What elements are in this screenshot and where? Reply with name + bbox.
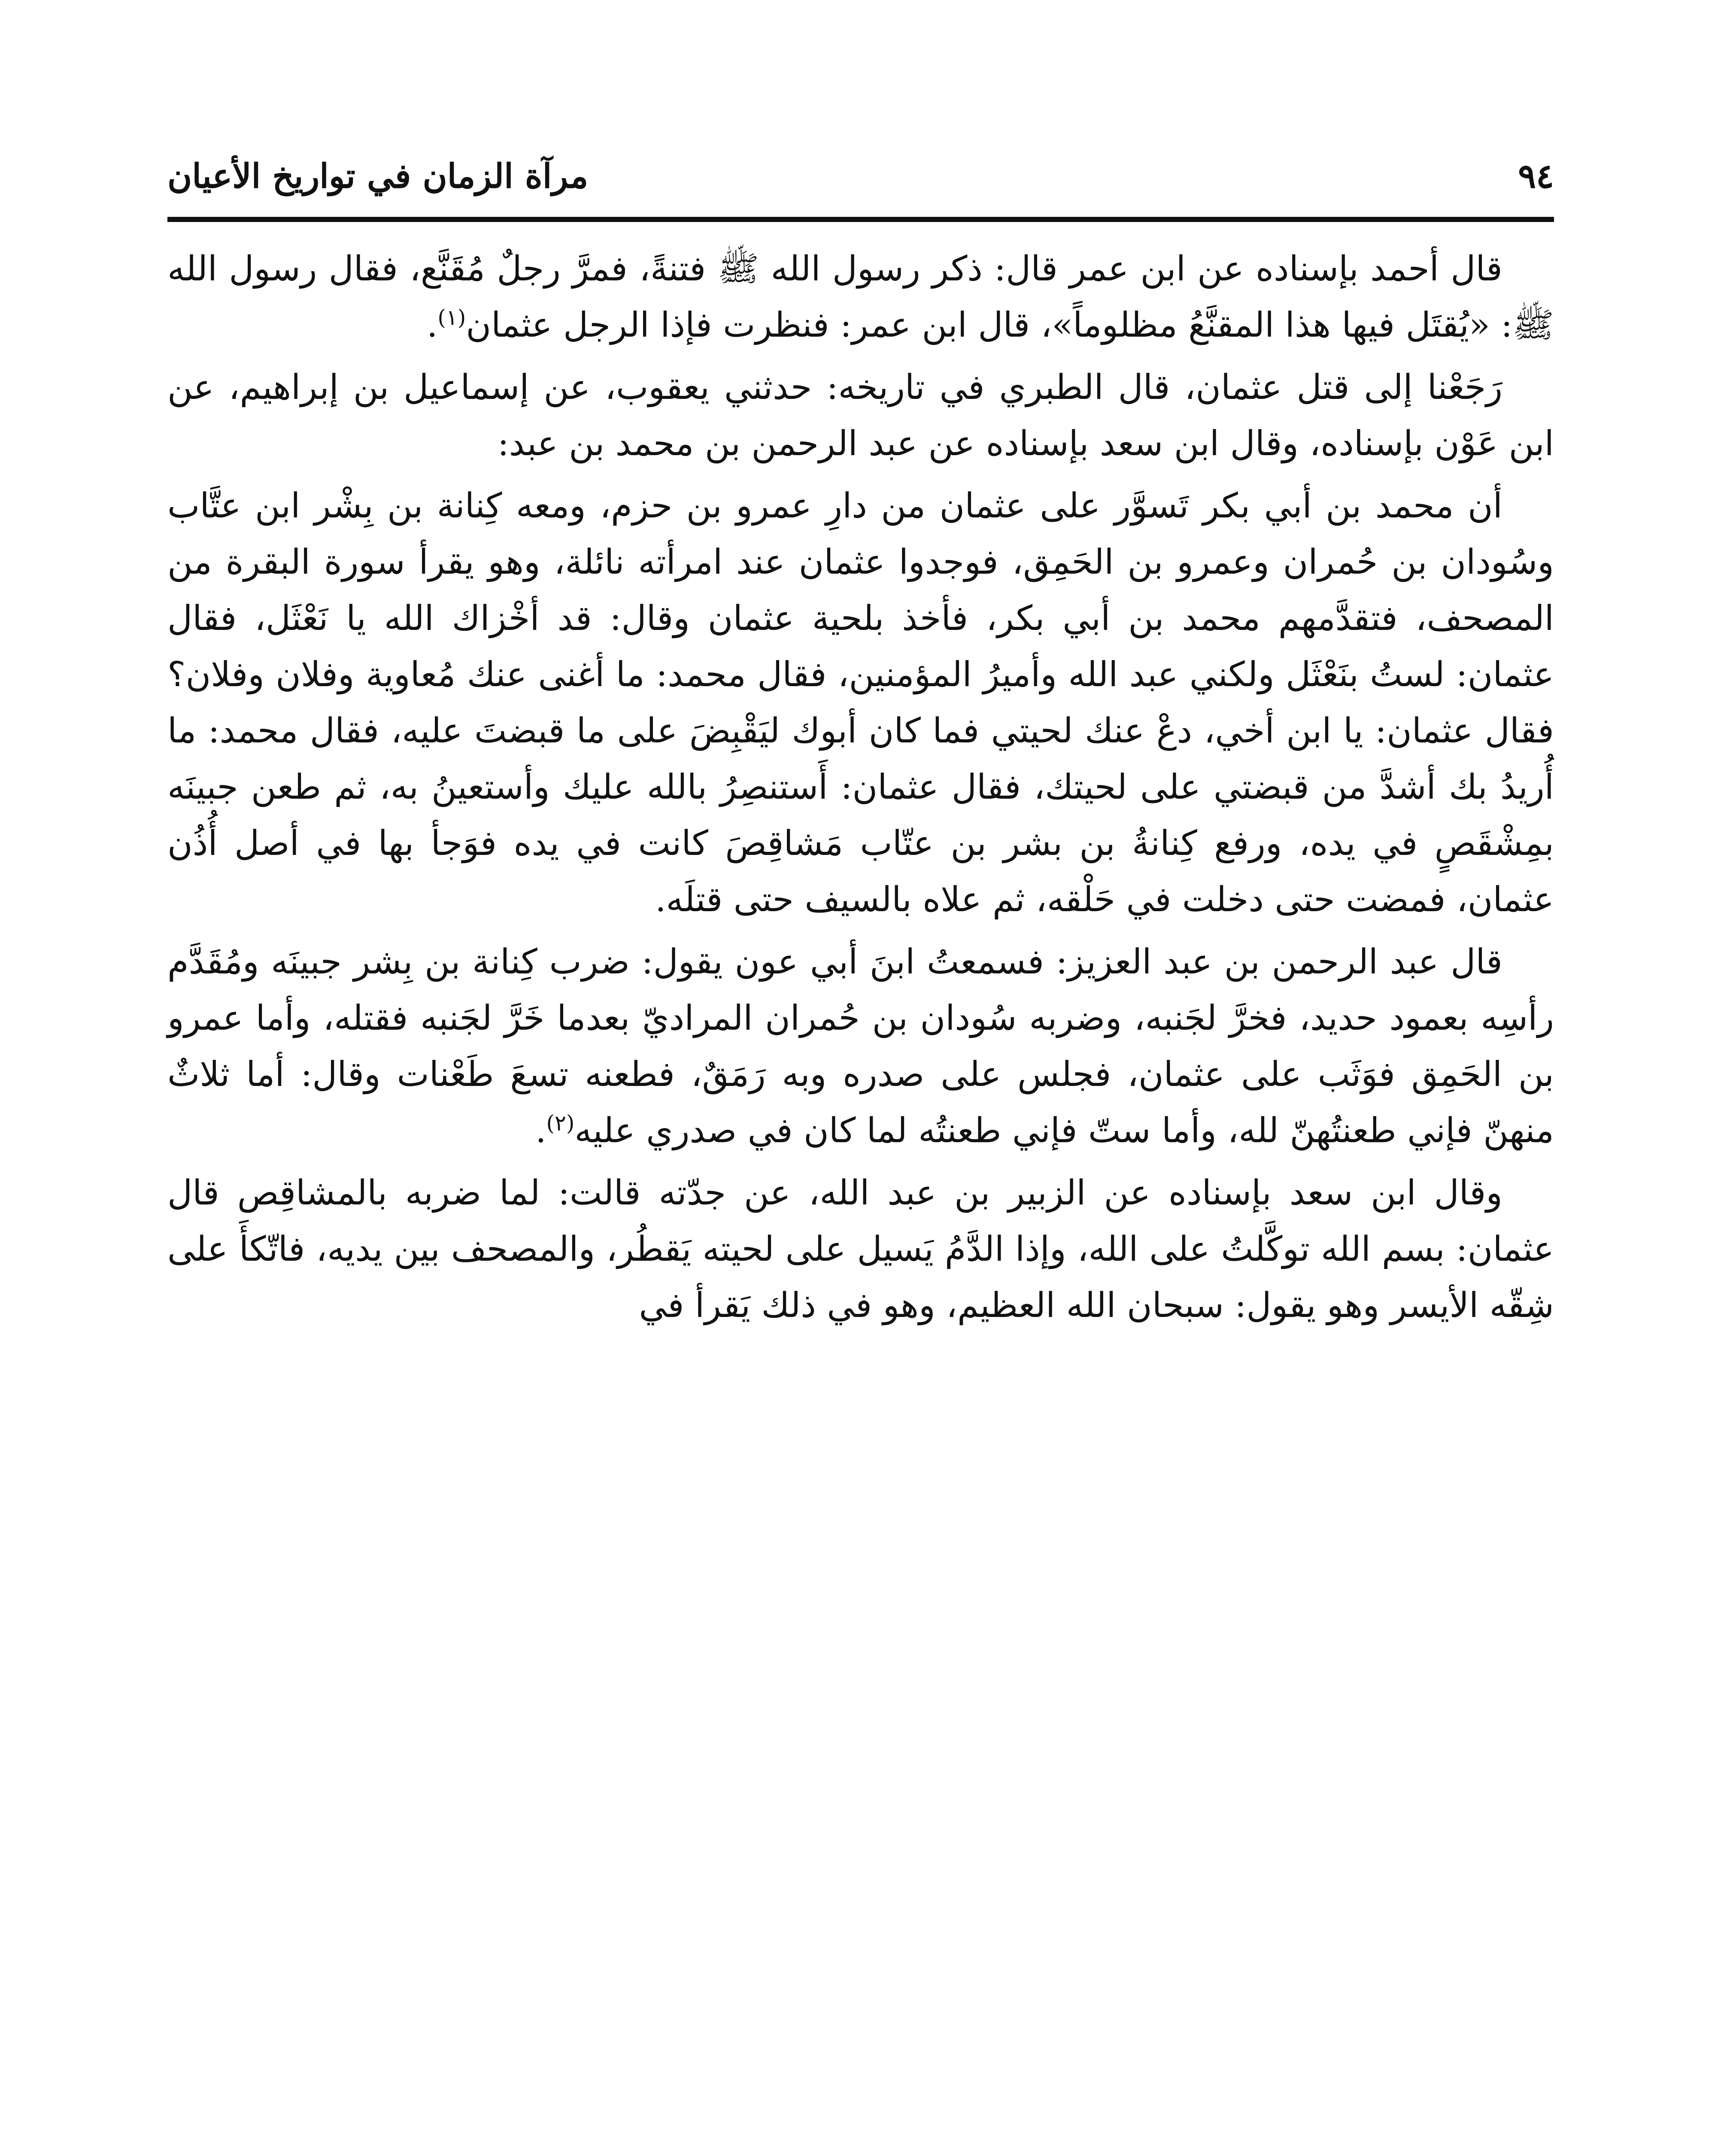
paragraph-text: رَجَعْنا إلى قتل عثمان، قال الطبري في تاريخه: حدثني يعقوب، عن إسماعيل بن إبراهيم، عن ابن عَوْن بإسناده، وقال ابن سعد بإسناده عن عبد الرحمن بن محمد بن عبد: — [167, 367, 1554, 463]
main-text — [167, 240, 1554, 1339]
paragraph-text: وقال ابن سعد بإسناده عن الزبير بن عبد الله، عن جدّته قالت: لما ضربه بالمشاقِص قال عثمان: بسم الله توكَّلتُ على الله، وإذا الدَّمُ يَسيل على لحيته يَقطُر، والمصحف بين يديه، فاتّكأَ على شِقّه الأيسر وهو يقول: سبحان الله العظيم، وهو في ذلك يَقرأ في — [167, 1173, 1554, 1325]
paragraph — [167, 240, 1554, 353]
footnote-ref: (٢) — [546, 1110, 575, 1136]
book-title: مرآة الزمان في تواريخ الأعيان — [167, 156, 589, 196]
paragraph — [167, 1165, 1554, 1333]
running-header — [167, 142, 1554, 210]
paragraph-text: قال عبد الرحمن بن عبد العزيز: فسمعتُ ابنَ أبي عون يقول: ضرب كِنانة بن بِشر جبينَه ومُقَدَّم رأسِه بعمود حديد، فخرَّ لجَنبه، وضربه سُودان بن حُمران المراديّ بعدما خَرَّ لجَنبه فقتله، وأما عمرو بن الحَمِق فوَثَب على عثمان، فجلس على صدره وبه رَمَقٌ، فطعنه تسعَ طَعْنات وقال: أما ثلاثٌ منهنّ فإني طعنتُهنّ لله، وأما ستّ فإني طعنتُه لما كان في صدري عليه — [167, 942, 1554, 1150]
page-number: ٩٤ — [1518, 156, 1554, 196]
paragraph — [167, 359, 1554, 471]
paragraph-end: . — [426, 305, 438, 345]
paragraph-text: قال أحمد بإسناده عن ابن عمر قال: ذكر رسول الله ﷺ فتنةً، فمرَّ رجلٌ مُقَنَّع، فقال رسول الله ﷺ: «يُقتَل فيها هذا المقنَّعُ مظلوماً»، قال ابن عمر: فنظرت فإذا الرجل عثمان — [167, 249, 1554, 345]
paragraph — [167, 477, 1554, 928]
footnote-ref: (١) — [437, 305, 466, 330]
header-rule — [167, 217, 1554, 222]
paragraph — [167, 934, 1554, 1159]
paragraph-text: أن محمد بن أبي بكر تَسوَّر على عثمان من دارِ عمرو بن حزم، ومعه كِنانة بن بِشْر ابن عتَّاب وسُودان بن حُمران وعمرو بن الحَمِق، فوجدوا عثمان عند امرأته نائلة، وهو يقرأ سورة البقرة من المصحف، فتقدَّمهم محمد بن أبي بكر، فأخذ بلحية عثمان وقال: قد أخْزاك الله يا نَعْثَل، فقال عثمان: لستُ بنَعْثَل ولكني عبد الله وأميرُ المؤمنين، فقال محمد: ما أغنى عنك مُعاوية وفلان وفلان؟ فقال عثمان: يا ابن أخي، دعْ عنك لحيتي فما كان أبوك ليَقْبِضَ على ما قبضتَ عليه، فقال محمد: ما أُريدُ بك أشدَّ من قبضتي على لحيتك، فقال عثمان: أَستنصِرُ بالله عليك وأستعينُ به، ثم طعن جبينَه بمِشْقَصٍ في يده، ورفع كِنانةُ بن بشر بن عتّاب مَشاقِصَ كانت في يده فوَجأ بها في أصل أُذُن عثمان، فمضت حتى دخلت في حَلْقه، ثم علاه بالسيف حتى قتلَه. — [167, 486, 1554, 919]
paragraph-end: . — [535, 1110, 546, 1150]
